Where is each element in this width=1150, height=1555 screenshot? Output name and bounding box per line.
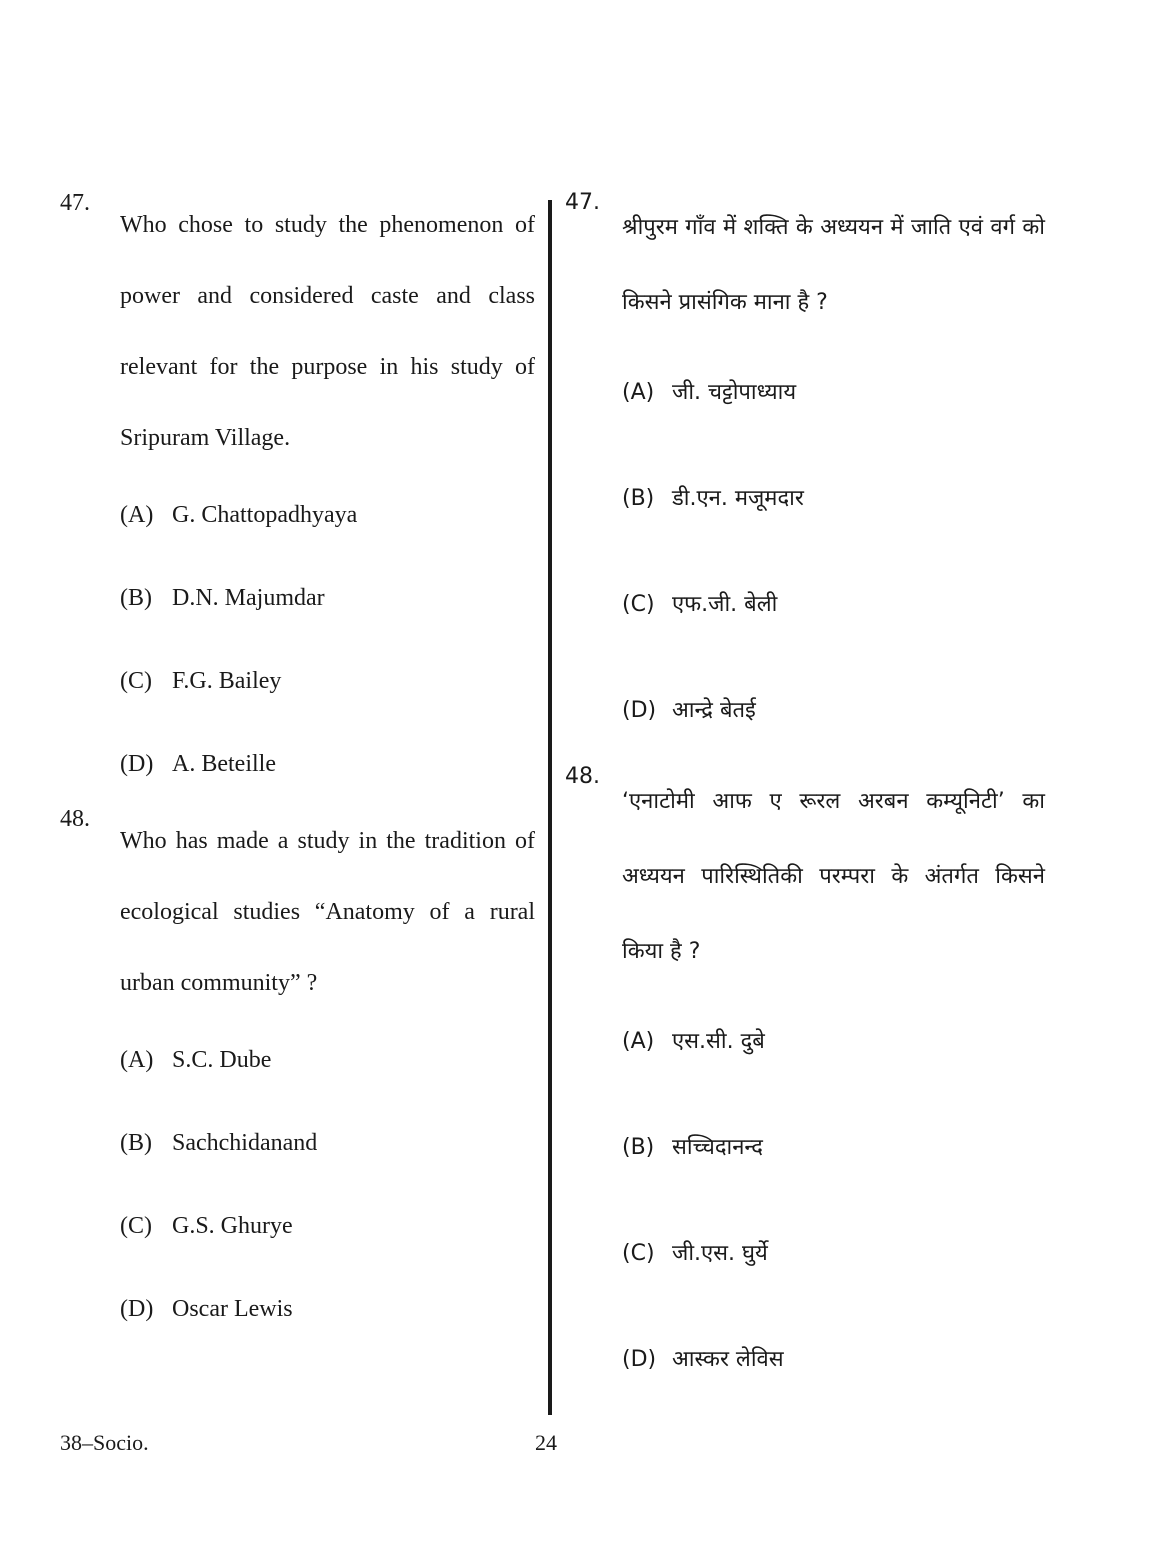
option-text: Sachchidanand	[172, 1130, 318, 1156]
column-divider	[548, 200, 552, 1415]
question-text: Who has made a study in the tradition of ecological studies “Anatomy of a rural urban community” ?	[120, 828, 535, 996]
option-label: (B)	[120, 585, 152, 611]
option-c	[622, 552, 1045, 658]
option-label: (B)	[120, 1130, 152, 1156]
option-b	[622, 446, 1045, 552]
option-label: (D)	[120, 751, 154, 777]
option-text: एस.सी. दुबे	[672, 1029, 765, 1054]
english-column	[60, 190, 535, 1351]
option-c	[622, 1201, 1045, 1307]
option-label: (C)	[120, 668, 152, 694]
option-text: G.S. Ghurye	[172, 1213, 293, 1239]
question-47-hi	[565, 190, 1045, 764]
option-d	[120, 723, 535, 806]
option-label: (C)	[120, 1213, 152, 1239]
option-a	[622, 989, 1045, 1095]
option-b	[120, 557, 535, 640]
booklet-code: 38–Socio.	[60, 1430, 149, 1455]
option-label: (C)	[622, 1241, 655, 1266]
question-number: 48.	[565, 764, 600, 789]
question-text: Who chose to study the phenomenon of power and considered caste and class relevant for the purpose in his study of Sripuram Village.	[120, 212, 535, 451]
option-d	[622, 1307, 1045, 1413]
option-text: जी. चट्टोपाध्याय	[672, 380, 797, 405]
option-a	[120, 474, 535, 557]
question-number: 47.	[60, 190, 90, 216]
option-label: (C)	[622, 592, 655, 617]
option-text: F.G. Bailey	[172, 668, 282, 694]
option-text: S.C. Dube	[172, 1047, 272, 1073]
option-label: (A)	[622, 380, 655, 405]
option-b	[120, 1102, 535, 1185]
option-label: (A)	[120, 502, 154, 528]
options-list	[622, 989, 1045, 1413]
option-label: (B)	[622, 1135, 655, 1160]
question-47-en	[60, 190, 535, 806]
option-label: (A)	[120, 1047, 154, 1073]
option-a	[120, 1019, 535, 1102]
question-48-en	[60, 806, 535, 1351]
option-b	[622, 1095, 1045, 1201]
option-text: Oscar Lewis	[172, 1296, 293, 1322]
option-text: आन्द्रे बेतई	[672, 698, 756, 723]
options-list	[120, 1019, 535, 1351]
option-text: सच्चिदानन्द	[672, 1135, 763, 1160]
option-c	[120, 1185, 535, 1268]
options-list	[120, 474, 535, 806]
question-number: 47.	[565, 190, 600, 215]
option-label: (B)	[622, 486, 655, 511]
option-text: आस्कर लेविस	[672, 1347, 784, 1372]
option-text: जी.एस. घुर्ये	[672, 1241, 768, 1266]
option-a	[622, 340, 1045, 446]
option-text: डी.एन. मजूमदार	[672, 486, 804, 511]
page-number: 24	[535, 1430, 557, 1455]
option-label: (D)	[622, 1347, 657, 1372]
question-text: ‘एनाटोमी आफ ए रूरल अरबन कम्यूनिटी’ का अध्ययन पारिस्थितिकी परम्परा के अंतर्गत किसने किया है ?	[622, 789, 1045, 964]
option-d	[120, 1268, 535, 1351]
question-48-hi	[565, 764, 1045, 1413]
option-label: (D)	[622, 698, 657, 723]
option-label: (A)	[622, 1029, 655, 1054]
option-text: G. Chattopadhyaya	[172, 502, 358, 528]
option-text: एफ.जी. बेली	[672, 592, 778, 617]
option-text: D.N. Majumdar	[172, 585, 325, 611]
option-text: A. Beteille	[172, 751, 276, 777]
question-number: 48.	[60, 806, 90, 832]
hindi-column	[565, 190, 1045, 1413]
option-d	[622, 658, 1045, 764]
option-label: (D)	[120, 1296, 154, 1322]
question-text: श्रीपुरम गाँव में शक्ति के अध्ययन में जाति एवं वर्ग को किसने प्रासंगिक माना है ?	[622, 215, 1045, 315]
option-c	[120, 640, 535, 723]
options-list	[622, 340, 1045, 764]
